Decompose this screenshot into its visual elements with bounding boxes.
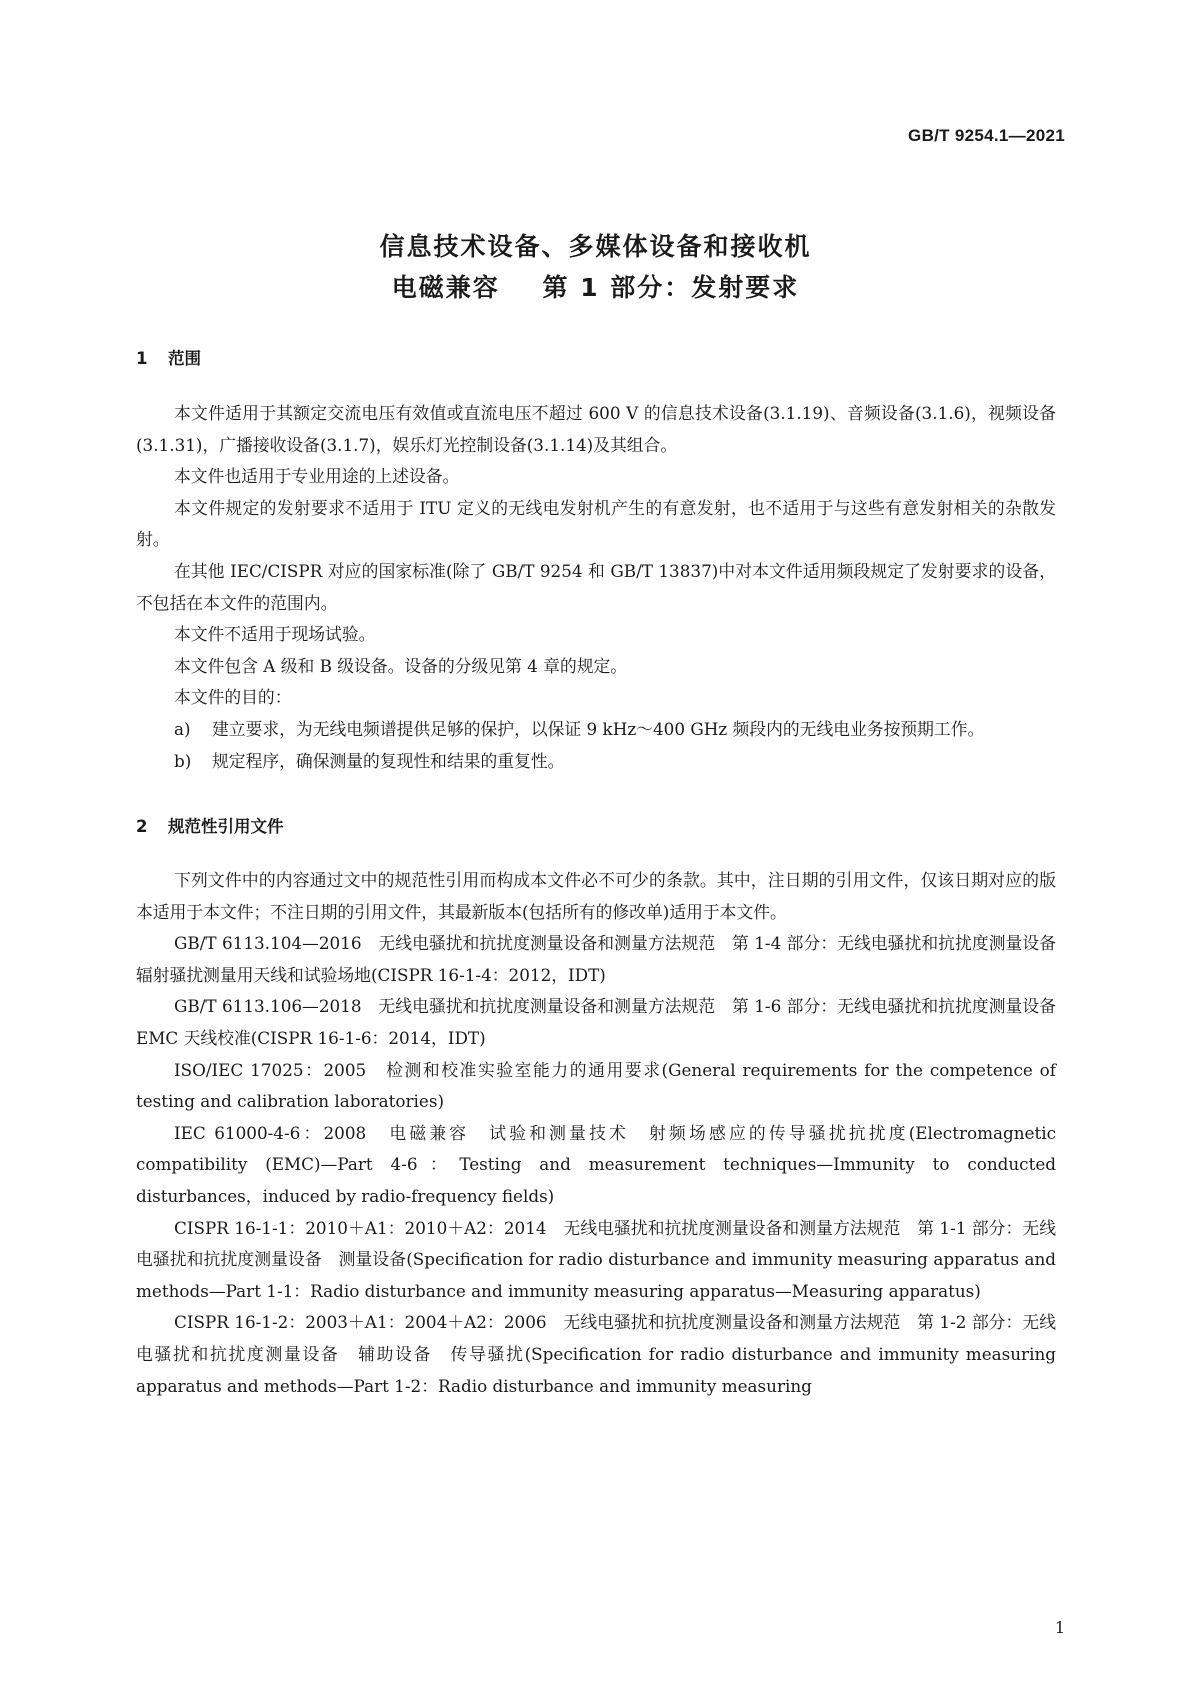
section-number: 2 xyxy=(136,817,148,836)
reference-entry: GB/T 6113.104—2016 无线电骚扰和抗扰度测量设备和测量方法规范 第 1-4 部分：无线电骚扰和抗扰度测量设备 辐射骚扰测量用天线和试验场地(CISPR 16-1-4：2012，IDT) xyxy=(136,933,1073,985)
list-marker: a) xyxy=(174,718,191,739)
reference-entry: IEC 61000-4-6：2008 电磁兼容 试验和测量技术 射频场感应的传导骚扰抗扰度(Electromagnetic compatibility (EMC)—Part 4-6：Testing and measurement techniques—Immunity to conducted disturbances，induced by radio-frequency fields) xyxy=(136,1122,1056,1206)
reference-entry: CISPR 16-1-1：2010＋A1：2010＋A2：2014 无线电骚扰和抗扰度测量设备和测量方法规范 第 1-1 部分：无线电骚扰和抗扰度测量设备 测量设备(Specification for radio disturbance and immunity measuring apparatus and methods—Part 1-1：Radio disturbance and immunity measuring apparatus—Measuring apparatus) xyxy=(136,1217,1056,1301)
reference-entry: GB/T 6113.106—2018 无线电骚扰和抗扰度测量设备和测量方法规范 第 1-6 部分：无线电骚扰和抗扰度测量设备 EMC 天线校准(CISPR 16-1-6：2014，IDT) xyxy=(136,996,1056,1048)
standard-code: GB/T 9254.1—2021 xyxy=(908,126,1065,145)
reference-entry: CISPR 16-1-2：2003＋A1：2004＋A2：2006 无线电骚扰和抗扰度测量设备和测量方法规范 第 1-2 部分：无线电骚扰和抗扰度测量设备 辅助设备 传导骚扰(Specification for radio disturbance and immunity measuring apparatus and methods—Part 1-2：Radio disturbance and immunity measuring xyxy=(136,1312,1056,1396)
paragraph: 本文件适用于其额定交流电压有效值或直流电压不超过 600 V 的信息技术设备(3.1.19)、音频设备(3.1.6)，视频设备(3.1.31)，广播接收设备(3.1.7)，娱乐灯光控制设备(3.1.14)及其组合。 xyxy=(136,403,1056,455)
title-line-2: 电磁兼容 第 1 部分：发射要求 xyxy=(391,273,800,302)
section-1-body xyxy=(136,398,1056,777)
page-number: 1 xyxy=(1054,1618,1065,1637)
section-number: 1 xyxy=(136,349,148,368)
section-title: 规范性引用文件 xyxy=(168,817,284,836)
paragraph: 本文件的目的： xyxy=(174,687,292,708)
paragraph: 本文件规定的发射要求不适用于 ITU 定义的无线电发射机产生的有意发射，也不适用于与这些有意发射相关的杂散发射。 xyxy=(136,497,1056,550)
list-text: 规定程序，确保测量的复现性和结果的重复性。 xyxy=(212,750,565,771)
paragraph: 下列文件中的内容通过文中的规范性引用而构成本文件必不可少的条款。其中，注日期的引用文件，仅该日期对应的版本适用于本文件；不注日期的引用文件，其最新版本(包括所有的修改单)适用于本文件。 xyxy=(136,870,1056,922)
list-item xyxy=(136,714,1056,746)
list-text: 建立要求，为无线电频谱提供足够的保护，以保证 9 kHz～400 GHz 频段内的无线电业务按预期工作。 xyxy=(212,718,985,739)
section-2-heading xyxy=(136,813,284,837)
reference-entry: ISO/IEC 17025：2005 检测和校准实验室能力的通用要求(General requirements for the competence of testing and calibration laboratories) xyxy=(136,1059,1056,1112)
section-2-body xyxy=(136,865,1073,1402)
paragraph: 本文件不适用于现场试验。 xyxy=(174,624,376,645)
document-title xyxy=(0,226,1191,308)
list-marker: b) xyxy=(174,750,192,771)
section-1-heading xyxy=(136,345,201,369)
paragraph: 在其他 IEC/CISPR 对应的国家标准(除了 GB/T 9254 和 GB/T 13837)中对本文件适用频段规定了发射要求的设备，不包括在本文件的范围内。 xyxy=(136,560,1056,613)
paragraph: 本文件也适用于专业用途的上述设备。 xyxy=(174,466,460,487)
title-line-1: 信息技术设备、多媒体设备和接收机 xyxy=(379,232,812,261)
list-item xyxy=(136,746,1056,778)
section-title: 范围 xyxy=(168,349,201,368)
paragraph: 本文件包含 A 级和 B 级设备。设备的分级见第 4 章的规定。 xyxy=(174,655,628,676)
